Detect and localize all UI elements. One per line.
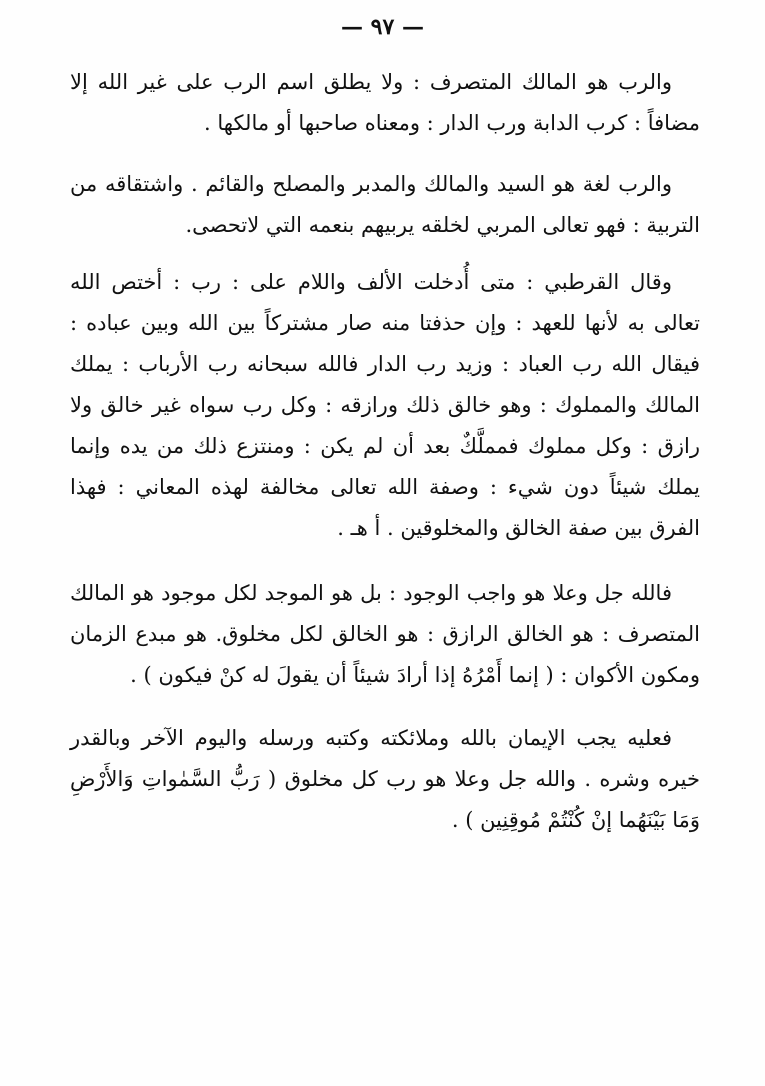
paragraph-rabb-definition: والرب هو المالك المتصرف : ولا يطلق اسم الرب على غير الله إلا مضافاً : كرب الدابة ورب الدار : ومعناه صاحبها أو مالكها . xyxy=(70,70,700,135)
page-number: — ٩٧ — xyxy=(341,14,424,40)
paragraph-rabb-linguistic: والرب لغة هو السيد والمالك والمدبر والمصلح والقائم . واشتقاقه من التربية : فهو تعالى المربي لخلقه يربيهم بنعمه التي لاتحصى. xyxy=(70,172,700,237)
paragraph-faith-pillars: فعليه يجب الإيمان بالله وملائكته وكتبه ورسله واليوم الآخر وبالقدر خيره وشره . والله جل وعلا هو رب كل مخلوق ( رَبُّ السَّمٰواتِ وَالأَرْضِ وَمَا بَيْنَهُما إنْ كُنْتُمْ مُوقِنِين ) . xyxy=(70,726,700,832)
paragraph-necessary-existence: فالله جل وعلا هو واجب الوجود : بل هو الموجد لكل موجود هو المالك المتصرف : هو الخالق الرازق : هو الخالق لكل مخلوق. هو مبدع الزمان ومكون الأكوان : ( إنما أَمْرُهُ إذا أرادَ شيئاً أن يقولَ له كنْ فيكون ) . xyxy=(70,581,700,687)
paragraph-qurtubi-quote: وقال القرطبي : متى أُدخلت الألف واللام على : رب : أختص الله تعالى به لأنها للعهد : وإن حذفتا منه صار مشتركاً بين الله وبين عباده : فيقال الله رب العباد : وزيد رب الدار فالله سبحانه رب الأرباب : يملك المالك والمملوك : وهو خالق ذلك ورازقه : وكل رب سواه غير خالق ولا رازق : وكل مملوك فمملَّكٌ بعد أن لم يكن : ومنتزع ذلك من يده وإنما يملك شيئاً دون شيء : وصفة الله تعالى مخالفة لهذه المعاني : فهذا الفرق بين صفة الخالق والمخلوقين . أ هـ . xyxy=(70,270,700,540)
body-text xyxy=(70,62,700,863)
